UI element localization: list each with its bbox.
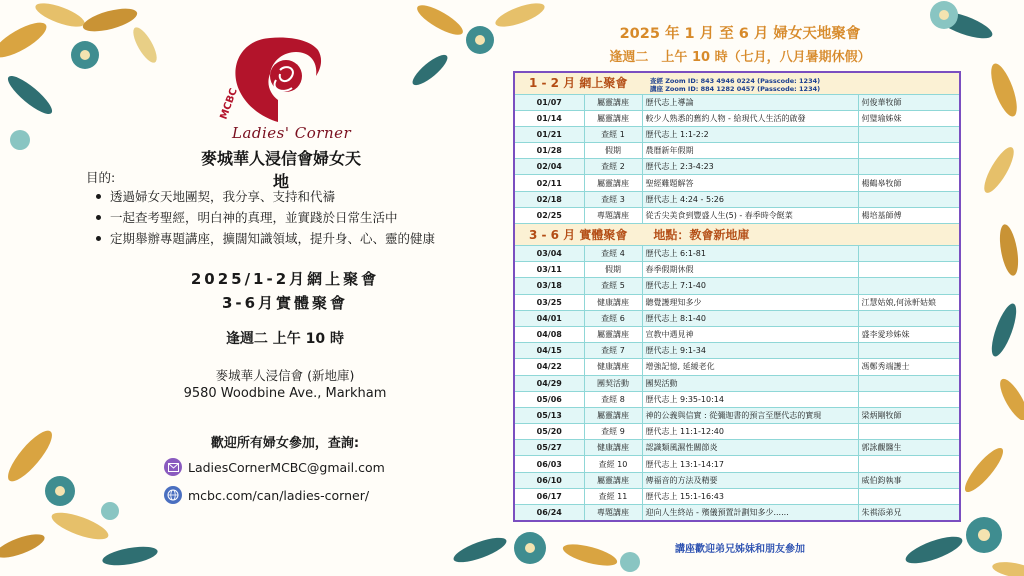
email-contact[interactable] bbox=[164, 458, 385, 476]
table-row bbox=[514, 94, 960, 110]
cell-type: 查經 7 bbox=[584, 343, 642, 359]
cell-date: 01/14 bbox=[514, 110, 584, 126]
cell-type: 屬靈講座 bbox=[584, 175, 642, 191]
brand-script-title: Ladies' Corner bbox=[232, 124, 352, 142]
cell-speaker bbox=[858, 246, 960, 262]
corner-foliage-bottom-left bbox=[0, 396, 170, 576]
section-online-header bbox=[514, 72, 960, 94]
zoom-info bbox=[650, 77, 820, 93]
cell-speaker: 梁炳剛牧師 bbox=[858, 407, 960, 423]
table-row bbox=[514, 143, 960, 159]
cell-speaker bbox=[858, 126, 960, 142]
cell-date: 05/13 bbox=[514, 407, 584, 423]
purpose-item: 透過婦女天地團契，我分享、支持和代禱 bbox=[96, 186, 496, 207]
section-in-person-location: 地點：教會新地庫 bbox=[653, 228, 750, 242]
cell-speaker bbox=[858, 159, 960, 175]
cell-date: 04/15 bbox=[514, 343, 584, 359]
table-row bbox=[514, 343, 960, 359]
section-online-title: 1 - 2 月 網上聚會 bbox=[529, 76, 628, 90]
cell-date: 04/22 bbox=[514, 359, 584, 375]
table-row bbox=[514, 294, 960, 310]
headline-in-person: 3-6月實體聚會 bbox=[221, 294, 349, 312]
cell-topic: 歷代志上 9:35-10:14 bbox=[642, 391, 858, 407]
schedule-subtitle: 逢週二 上午 10 時（七月，八月暑期休假） bbox=[609, 50, 871, 65]
purpose-item: 定期舉辦專題講座，擴闊知識領域，提升身、心、靈的健康 bbox=[96, 228, 496, 249]
cell-topic: 神的公義與信實 : 從彌迦書的預言至歷代志的實現 bbox=[642, 407, 858, 423]
table-row bbox=[514, 278, 960, 294]
meeting-time: 逢週二 上午 10 時 bbox=[225, 331, 345, 347]
cell-date: 01/28 bbox=[514, 143, 584, 159]
cell-speaker bbox=[858, 262, 960, 278]
cell-topic: 歷代志上 11:1-12:40 bbox=[642, 424, 858, 440]
cell-type: 健康講座 bbox=[584, 294, 642, 310]
cell-topic: 較少人熟悉的舊約人物 - 給現代人生活的啟發 bbox=[642, 110, 858, 126]
welcome-text: 歡迎所有婦女參加，查詢: bbox=[210, 436, 360, 451]
cell-date: 03/11 bbox=[514, 262, 584, 278]
cell-date: 03/18 bbox=[514, 278, 584, 294]
table-row bbox=[514, 310, 960, 326]
schedule-title: 2025 年 1 月 至 6 月 婦女天地聚會 bbox=[619, 26, 861, 42]
cell-topic: 認識類風濕性關節炎 bbox=[642, 440, 858, 456]
cell-date: 04/08 bbox=[514, 326, 584, 342]
table-row bbox=[514, 391, 960, 407]
cell-type: 查經 2 bbox=[584, 159, 642, 175]
cell-type: 屬靈講座 bbox=[584, 326, 642, 342]
logo-mcbc-text: MCBC bbox=[218, 86, 240, 122]
website-link[interactable]: mcbc.com/can/ladies-corner/ bbox=[188, 487, 370, 503]
cell-topic: 歷代志上 2:3-4:23 bbox=[642, 159, 858, 175]
cell-speaker: 威伯鈞執事 bbox=[858, 472, 960, 488]
cell-date: 06/24 bbox=[514, 505, 584, 521]
cell-speaker: 郭詠觀醫生 bbox=[858, 440, 960, 456]
zoom-study-id: 查經 Zoom ID: 843 4946 0224 (Passcode: 1234) bbox=[649, 76, 821, 85]
cell-topic: 聖經難題解答 bbox=[642, 175, 858, 191]
cell-type: 查經 6 bbox=[584, 310, 642, 326]
schedule-footer-note: 講座歡迎弟兄姊妹和朋友參加 bbox=[675, 544, 805, 555]
cell-type: 屬靈講座 bbox=[584, 94, 642, 110]
email-link[interactable]: LadiesCornerMCBC@gmail.com bbox=[188, 459, 385, 475]
cell-topic: 聽覺護理知多少 bbox=[642, 294, 858, 310]
table-row bbox=[514, 359, 960, 375]
cell-type: 專題講座 bbox=[584, 505, 642, 521]
cell-speaker bbox=[858, 456, 960, 472]
table-row bbox=[514, 440, 960, 456]
mail-icon bbox=[164, 458, 182, 476]
cell-date: 05/27 bbox=[514, 440, 584, 456]
cell-speaker: 馮鄭秀端護士 bbox=[858, 359, 960, 375]
cell-type: 健康講座 bbox=[584, 359, 642, 375]
cell-type: 假期 bbox=[584, 262, 642, 278]
cell-speaker bbox=[858, 191, 960, 207]
cell-date: 02/25 bbox=[514, 207, 584, 223]
cell-date: 05/06 bbox=[514, 391, 584, 407]
cell-topic: 歷代志上 8:1-40 bbox=[642, 310, 858, 326]
cell-topic: 歷代志上 15:1-16:43 bbox=[642, 488, 858, 504]
cell-speaker bbox=[858, 310, 960, 326]
cell-date: 02/04 bbox=[514, 159, 584, 175]
church-name: 麥城華人浸信會 (新地庫) bbox=[215, 368, 355, 383]
cell-topic: 農曆新年假期 bbox=[642, 143, 858, 159]
cell-type: 查經 1 bbox=[584, 126, 642, 142]
cell-speaker: 江慧姑娘,何泳軒姑娘 bbox=[858, 294, 960, 310]
table-row bbox=[514, 110, 960, 126]
cell-topic: 歷代志上導論 bbox=[642, 94, 858, 110]
cell-date: 06/17 bbox=[514, 488, 584, 504]
cell-topic: 歷代志上 7:1-40 bbox=[642, 278, 858, 294]
cell-type: 查經 11 bbox=[584, 488, 642, 504]
cell-topic: 團契活動 bbox=[642, 375, 858, 391]
cell-topic: 歷代志上 1:1-2:2 bbox=[642, 126, 858, 142]
cell-topic: 增強記憶, 延緩老化 bbox=[642, 359, 858, 375]
cell-topic: 從舌尖美食到豐盛人生(5) - 春季時令餸菜 bbox=[642, 207, 858, 223]
church-address: 9580 Woodbine Ave., Markham bbox=[183, 386, 387, 401]
table-row bbox=[514, 456, 960, 472]
cell-date: 03/25 bbox=[514, 294, 584, 310]
cell-type: 團契活動 bbox=[584, 375, 642, 391]
table-row bbox=[514, 126, 960, 142]
section-in-person-header bbox=[514, 224, 960, 246]
cell-date: 06/03 bbox=[514, 456, 584, 472]
cell-date: 02/11 bbox=[514, 175, 584, 191]
cell-type: 查經 3 bbox=[584, 191, 642, 207]
table-row bbox=[514, 159, 960, 175]
table-row bbox=[514, 326, 960, 342]
cell-speaker: 何璧瑜姊妹 bbox=[858, 110, 960, 126]
schedule-table bbox=[513, 71, 961, 522]
table-row bbox=[514, 375, 960, 391]
cell-speaker bbox=[858, 424, 960, 440]
cell-type: 屬靈講座 bbox=[584, 407, 642, 423]
cell-date: 04/01 bbox=[514, 310, 584, 326]
cell-speaker: 盛李愛珍姊妹 bbox=[858, 326, 960, 342]
purpose-list bbox=[96, 186, 496, 249]
cell-topic: 歷代志上 6:1-81 bbox=[642, 246, 858, 262]
table-row bbox=[514, 191, 960, 207]
table-row bbox=[514, 424, 960, 440]
table-row bbox=[514, 472, 960, 488]
cell-date: 06/10 bbox=[514, 472, 584, 488]
cell-type: 專題講座 bbox=[584, 207, 642, 223]
cell-type: 查經 4 bbox=[584, 246, 642, 262]
cell-speaker: 楊培基師傅 bbox=[858, 207, 960, 223]
cell-type: 屬靈講座 bbox=[584, 472, 642, 488]
cell-topic: 春季假期休假 bbox=[642, 262, 858, 278]
cell-type: 健康講座 bbox=[584, 440, 642, 456]
cell-type: 查經 9 bbox=[584, 424, 642, 440]
zoom-lecture-id: 講座 Zoom ID: 884 1282 0457 (Passcode: 1234) bbox=[649, 84, 821, 93]
table-row bbox=[514, 246, 960, 262]
cell-speaker bbox=[858, 278, 960, 294]
cell-date: 04/29 bbox=[514, 375, 584, 391]
section-in-person-cell bbox=[514, 224, 960, 246]
cell-type: 查經 8 bbox=[584, 391, 642, 407]
cell-speaker: 朱祺添弟兄 bbox=[858, 505, 960, 521]
cell-topic: 歷代志上 9:1-34 bbox=[642, 343, 858, 359]
table-row bbox=[514, 488, 960, 504]
cell-date: 01/07 bbox=[514, 94, 584, 110]
cell-speaker bbox=[858, 343, 960, 359]
headline-online: 2025/1-2月網上聚會 bbox=[190, 270, 380, 288]
cell-topic: 傳福音的方法及精要 bbox=[642, 472, 858, 488]
cell-speaker bbox=[858, 488, 960, 504]
table-row bbox=[514, 175, 960, 191]
cell-type: 查經 5 bbox=[584, 278, 642, 294]
cell-topic: 歷代志上 4:24 - 5:26 bbox=[642, 191, 858, 207]
table-row bbox=[514, 407, 960, 423]
table-row bbox=[514, 505, 960, 521]
cell-speaker bbox=[858, 391, 960, 407]
cell-date: 02/18 bbox=[514, 191, 584, 207]
cell-topic: 宣教中遇見神 bbox=[642, 326, 858, 342]
cell-date: 05/20 bbox=[514, 424, 584, 440]
org-name: 麥城華人浸信會婦女天地 bbox=[200, 149, 361, 191]
purpose-label: 目的: bbox=[86, 170, 116, 185]
cell-date: 01/21 bbox=[514, 126, 584, 142]
cell-topic: 迎向人生終站 - 殯儀預置計劃知多少...... bbox=[642, 505, 858, 521]
corner-foliage-top-left bbox=[0, 0, 170, 150]
cell-speaker bbox=[858, 375, 960, 391]
cell-topic: 歷代志上 13:1-14:17 bbox=[642, 456, 858, 472]
section-in-person-title: 3 - 6 月 實體聚會 bbox=[529, 228, 628, 242]
cell-type: 查經 10 bbox=[584, 456, 642, 472]
cell-speaker bbox=[858, 143, 960, 159]
cell-speaker: 何俊華牧師 bbox=[858, 94, 960, 110]
cell-date: 03/04 bbox=[514, 246, 584, 262]
table-row bbox=[514, 262, 960, 278]
cell-type: 假期 bbox=[584, 143, 642, 159]
cell-speaker: 楊鶴皋牧師 bbox=[858, 175, 960, 191]
table-row bbox=[514, 207, 960, 223]
website-contact[interactable] bbox=[164, 486, 369, 504]
cell-type: 屬靈講座 bbox=[584, 110, 642, 126]
purpose-item: 一起查考聖經，明白神的真理，並實踐於日常生活中 bbox=[96, 207, 496, 228]
globe-icon bbox=[164, 486, 182, 504]
